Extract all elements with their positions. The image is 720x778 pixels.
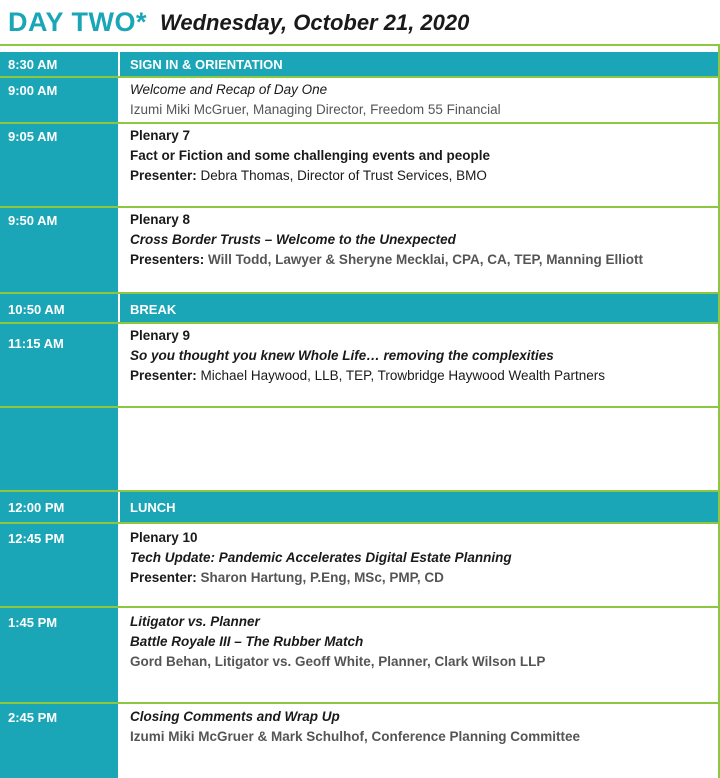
session-speaker: Izumi Miki McGruer, Managing Director, Freedom 55 Financial	[130, 102, 501, 117]
schedule-row	[0, 608, 718, 704]
time-cell: 9:05 AM	[0, 124, 118, 206]
schedule-row	[0, 294, 718, 324]
session-cell	[120, 524, 718, 606]
schedule-row	[0, 324, 718, 408]
time-cell: 9:00 AM	[0, 78, 118, 122]
session-cell-empty	[120, 408, 718, 490]
presenter-label: Presenter:	[130, 168, 197, 183]
session-title: Litigator vs. Planner	[130, 614, 260, 629]
presenter-name: Will Todd, Lawyer & Sheryne Mecklai, CPA, CA, TEP, Manning Elliott	[204, 252, 643, 267]
session-banner: SIGN IN & ORIENTATION	[120, 52, 718, 76]
session-title: Closing Comments and Wrap Up	[130, 709, 340, 724]
session-number: Plenary 8	[130, 212, 191, 227]
session-title: Cross Border Trusts – Welcome to the Unexpected	[130, 232, 456, 247]
time-cell-empty	[0, 408, 118, 490]
date-title: Wednesday, October 21, 2020	[160, 10, 470, 35]
session-title: Tech Update: Pandemic Accelerates Digital Estate Planning	[130, 550, 512, 565]
time-cell: 1:45 PM	[0, 608, 118, 702]
schedule-row	[0, 524, 718, 608]
presenter-label: Presenters:	[130, 252, 205, 267]
presenter-name: Debra Thomas, Director of Trust Services, BMO	[196, 168, 487, 183]
schedule-row	[0, 78, 718, 124]
schedule-header	[0, 0, 720, 46]
time-cell: 9:50 AM	[0, 208, 118, 292]
session-banner: LUNCH	[120, 492, 718, 522]
session-title: Welcome and Recap of Day One	[130, 82, 328, 97]
time-cell: 12:00 PM	[0, 492, 118, 522]
session-speaker: Izumi Miki McGruer & Mark Schulhof, Conference Planning Committee	[130, 729, 581, 744]
session-banner: BREAK	[120, 294, 718, 322]
schedule-row-empty	[0, 408, 718, 492]
session-number: Plenary 9	[130, 328, 191, 343]
schedule-row	[0, 124, 718, 208]
schedule-row	[0, 208, 718, 294]
session-cell	[120, 324, 718, 406]
schedule-row	[0, 52, 718, 78]
session-cell	[120, 608, 718, 702]
session-title: Fact or Fiction and some challenging events and people	[130, 148, 491, 163]
time-cell: 12:45 PM	[0, 524, 118, 606]
session-number: Plenary 10	[130, 530, 198, 545]
session-title: So you thought you knew Whole Life… removing the complexities	[130, 348, 554, 363]
time-cell: 2:45 PM	[0, 704, 118, 778]
session-number: Plenary 7	[130, 128, 191, 143]
presenter-label: Presenter:	[130, 368, 197, 383]
day-title: DAY TWO*	[8, 7, 148, 37]
session-cell	[120, 78, 718, 122]
time-cell: 8:30 AM	[0, 52, 118, 76]
session-cell	[120, 208, 718, 292]
session-cell	[120, 124, 718, 206]
session-subtitle: Battle Royale III – The Rubber Match	[130, 634, 364, 649]
presenter-label: Presenter:	[130, 570, 197, 585]
time-cell: 11:15 AM	[0, 324, 118, 406]
session-speaker: Gord Behan, Litigator vs. Geoff White, Planner, Clark Wilson LLP	[130, 654, 546, 669]
time-cell: 10:50 AM	[0, 294, 118, 322]
session-cell	[120, 704, 718, 778]
schedule-row	[0, 704, 718, 778]
schedule-row	[0, 492, 718, 524]
presenter-name: Michael Haywood, LLB, TEP, Trowbridge Haywood Wealth Partners	[196, 368, 606, 383]
presenter-name: Sharon Hartung, P.Eng, MSc, PMP, CD	[196, 570, 444, 585]
